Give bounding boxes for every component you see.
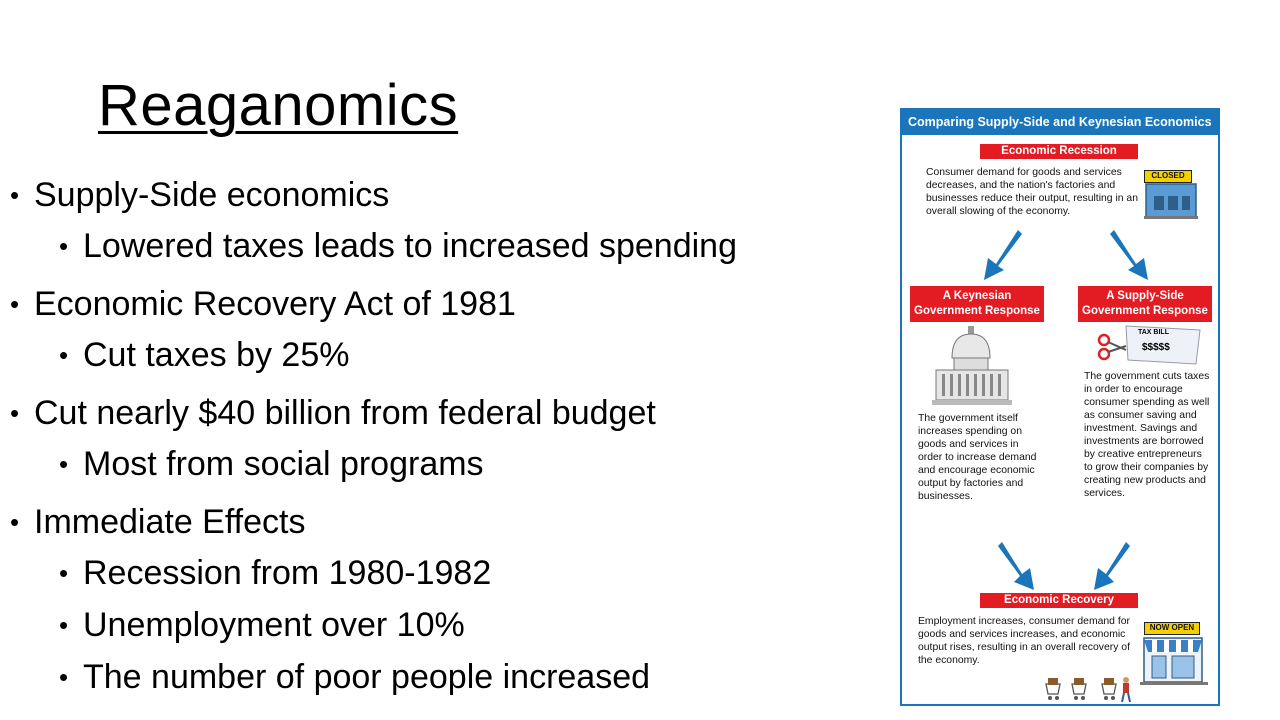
supply-side-text: The government cuts taxes in order to encourage consumer spending as well as consumer saving and investment. Savings and investments are borrowed by creative entrepreneurs to grow their companies by creating new products and services. [1084,371,1210,499]
keynesian-label-line2: Government Response [914,305,1040,317]
slide-title: Reaganomics [98,73,459,138]
sub-bullet-cut-taxes [10,335,860,375]
sub-bullet-unemployment [10,605,860,645]
bullet-supply-side [10,175,860,215]
closed-store-icon [1140,168,1202,220]
infographic-header: Comparing Supply-Side and Keynesian Economics [902,110,1218,135]
bullet-text: Lowered taxes leads to increased spending [83,227,737,265]
bullet-text: Recession from 1980-1982 [83,554,492,592]
bullet-text: The number of poor people increased [83,658,651,696]
bullet-dot: • [10,398,20,428]
keynesian-label [910,286,1044,322]
bullet-text: Cut taxes by 25% [83,336,350,374]
economics-comparison-infographic [900,108,1220,706]
bullet-dot: • [59,449,69,479]
bullet-immediate-effects [10,502,860,542]
arrow-left-down-to-recovery-icon [1090,540,1132,597]
bullet-dot: • [10,180,20,210]
bullet-dot: • [59,231,69,261]
arrow-left-down-icon [978,226,1024,287]
keynesian-text: The government itself increases spending on goods and services in order to increase demand and encourage economic output by factories and businesses. [918,413,1037,502]
bullet-dot: • [59,662,69,692]
bullet-recovery-act [10,284,860,324]
bullet-budget-cut [10,393,860,433]
capitol-building-icon [932,324,1012,411]
bullet-text: Supply-Side economics [34,176,390,214]
sub-bullet-recession [10,553,860,593]
sub-bullet-lowered-taxes [10,226,860,266]
bullet-text: Immediate Effects [34,503,306,541]
keynesian-label-line1: A Keynesian [942,290,1012,302]
bullet-text: Economic Recovery Act of 1981 [34,285,516,323]
closed-sign: CLOSED [1144,170,1192,183]
bullet-text: Most from social programs [83,445,484,483]
bullet-dot: • [10,289,20,319]
bullet-text: Unemployment over 10% [83,606,465,644]
bullet-dot: • [10,507,20,537]
shopping-carts-icon [1042,674,1142,706]
bullet-text: Cut nearly $40 billion from federal budget [34,394,656,432]
supply-side-label-line2: Government Response [1082,305,1208,317]
bullet-dot: • [59,610,69,640]
bullet-dot: • [59,558,69,588]
now-open-sign: NOW OPEN [1144,622,1200,635]
tax-bill-label: TAX BILL [1138,329,1169,336]
open-store-icon [1138,622,1210,686]
recession-label: Economic Recession [980,144,1138,159]
arrow-right-down-icon [1108,226,1154,287]
scissors-tax-bill-icon [1096,324,1206,366]
sub-bullet-social-programs [10,444,860,484]
tax-bill-amount: $$$$$ [1142,342,1170,353]
supply-side-label-line1: A Supply-Side [1106,290,1184,302]
recession-text: Consumer demand for goods and services decreases, and the nation's factories and businesses reduce their output, resulting in an overall slowing of the economy. [926,167,1138,217]
sub-bullet-poor-people [10,657,860,697]
recovery-label: Economic Recovery [980,593,1138,608]
supply-side-label [1078,286,1212,322]
arrow-right-down-to-recovery-icon [996,540,1038,597]
bullet-list [10,162,860,697]
recovery-text: Employment increases, consumer demand for goods and services increases, and economic output rises, resulting in an overall recovery of the economy. [918,616,1130,666]
bullet-dot: • [59,340,69,370]
